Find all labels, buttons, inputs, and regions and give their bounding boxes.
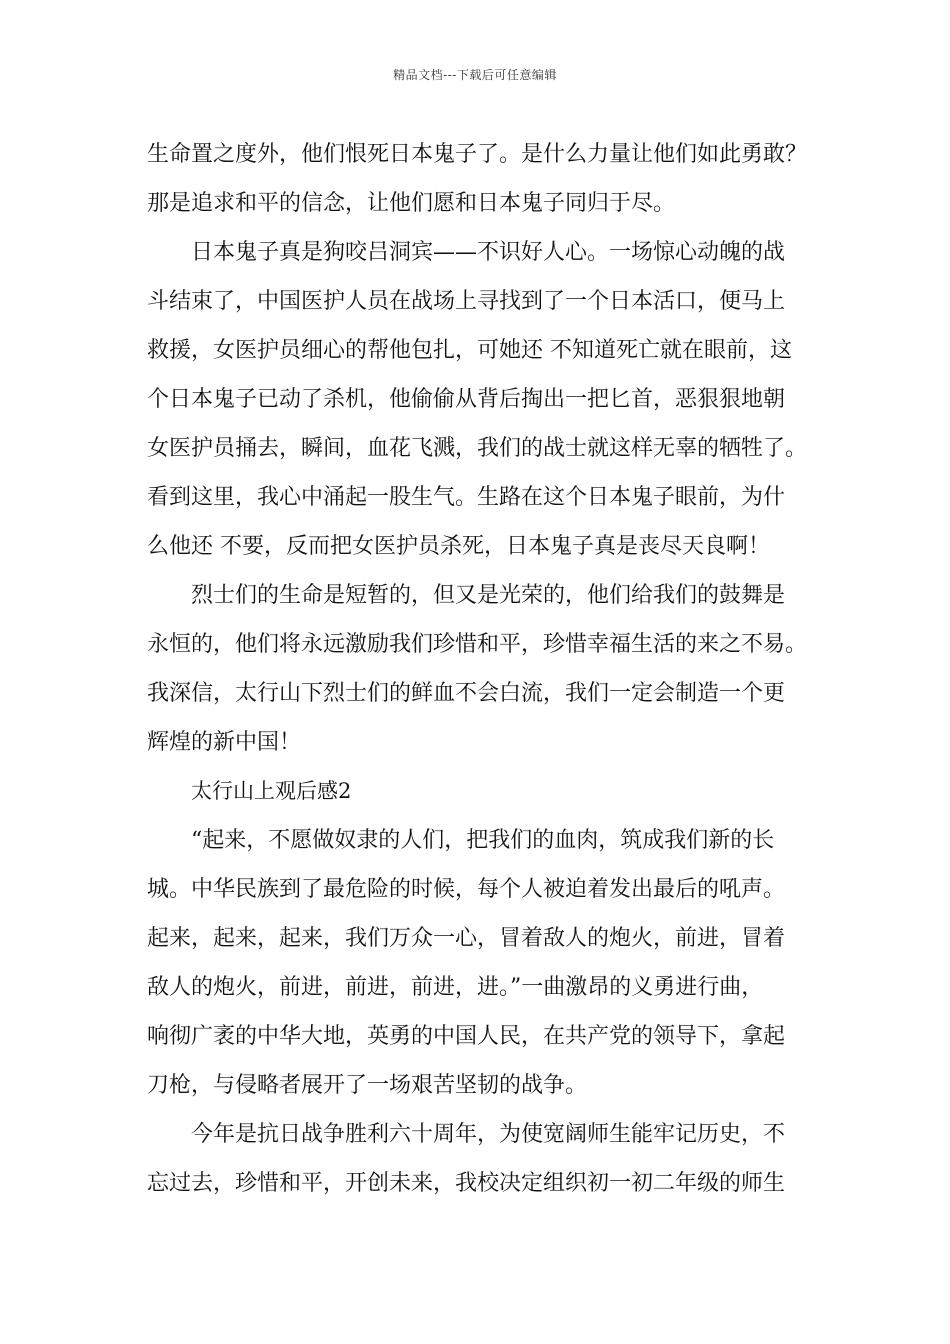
text-line: 永恒的，他们将永远激励我们珍惜和平，珍惜幸福生活的来之不易。: [147, 632, 808, 657]
text-line: 辉煌的新中国！: [147, 730, 302, 755]
text-line: 起来，起来，起来，我们万众一心，冒着敌人的炮火，前进，冒着: [147, 926, 786, 951]
text-line: 生命置之度外，他们恨死日本鬼子了。是什么力量让他们如此勇敢？: [147, 142, 808, 167]
text-line: 响彻广袤的中华大地，英勇的中国人民，在共产党的领导下，拿起: [147, 1024, 786, 1049]
text-line: 个日本鬼子已动了杀机，他偷偷从背后掏出一把匕首，恶狠狠地朝: [147, 387, 786, 412]
page-header: 精品文档---下载后可任意编辑: [393, 68, 557, 82]
text-line: 女医护员捅去，瞬间，血花飞溅，我们的战士就这样无辜的牺牲了。: [147, 436, 808, 461]
paragraph-start: 日本鬼子真是狗咬吕洞宾——不识好人心。一场惊心动魄的战: [191, 240, 786, 265]
text-line: 斗结束了，中国医护人员在战场上寻找到了一个日本活口，便马上: [147, 289, 786, 314]
text-line: 城。中华民族到了最危险的时候，每个人被迫着发出最后的吼声。: [147, 877, 786, 902]
text-line: 我深信，太行山下烈士们的鲜血不会白流，我们一定会制造一个更: [147, 681, 786, 706]
text-line: 么他还 不要，反而把女医护员杀死，日本鬼子真是丧尽天良啊！: [147, 534, 770, 559]
paragraph-start: 烈士们的生命是短暂的，但又是光荣的，他们给我们的鼓舞是: [191, 583, 786, 608]
section-title: 太行山上观后感2: [191, 779, 352, 803]
text-line: 敌人的炮火，前进，前进，前进，进。”一曲激昂的义勇进行曲，: [147, 975, 764, 1000]
document-body: [147, 130, 837, 1208]
text-line: 救援，女医护员细心的帮他包扎，可她还 不知道死亡就在眼前，这: [147, 338, 792, 363]
text-line: 忘过去，珍惜和平，开创未来，我校决定组织初一初二年级的师生: [147, 1171, 786, 1196]
text-line: 看到这里，我心中涌起一股生气。生路在这个日本鬼子眼前，为什: [147, 485, 786, 510]
text-line: 那是追求和平的信念，让他们愿和日本鬼子同归于尽。: [147, 191, 676, 216]
paragraph-start: 今年是抗日战争胜利六十周年，为使宽阔师生能牢记历史，不: [191, 1122, 786, 1147]
paragraph-start: “起来，不愿做奴隶的人们，把我们的血肉，筑成我们新的长: [191, 828, 775, 853]
text-line: 刀枪，与侵略者展开了一场艰苦坚韧的战争。: [147, 1073, 588, 1098]
